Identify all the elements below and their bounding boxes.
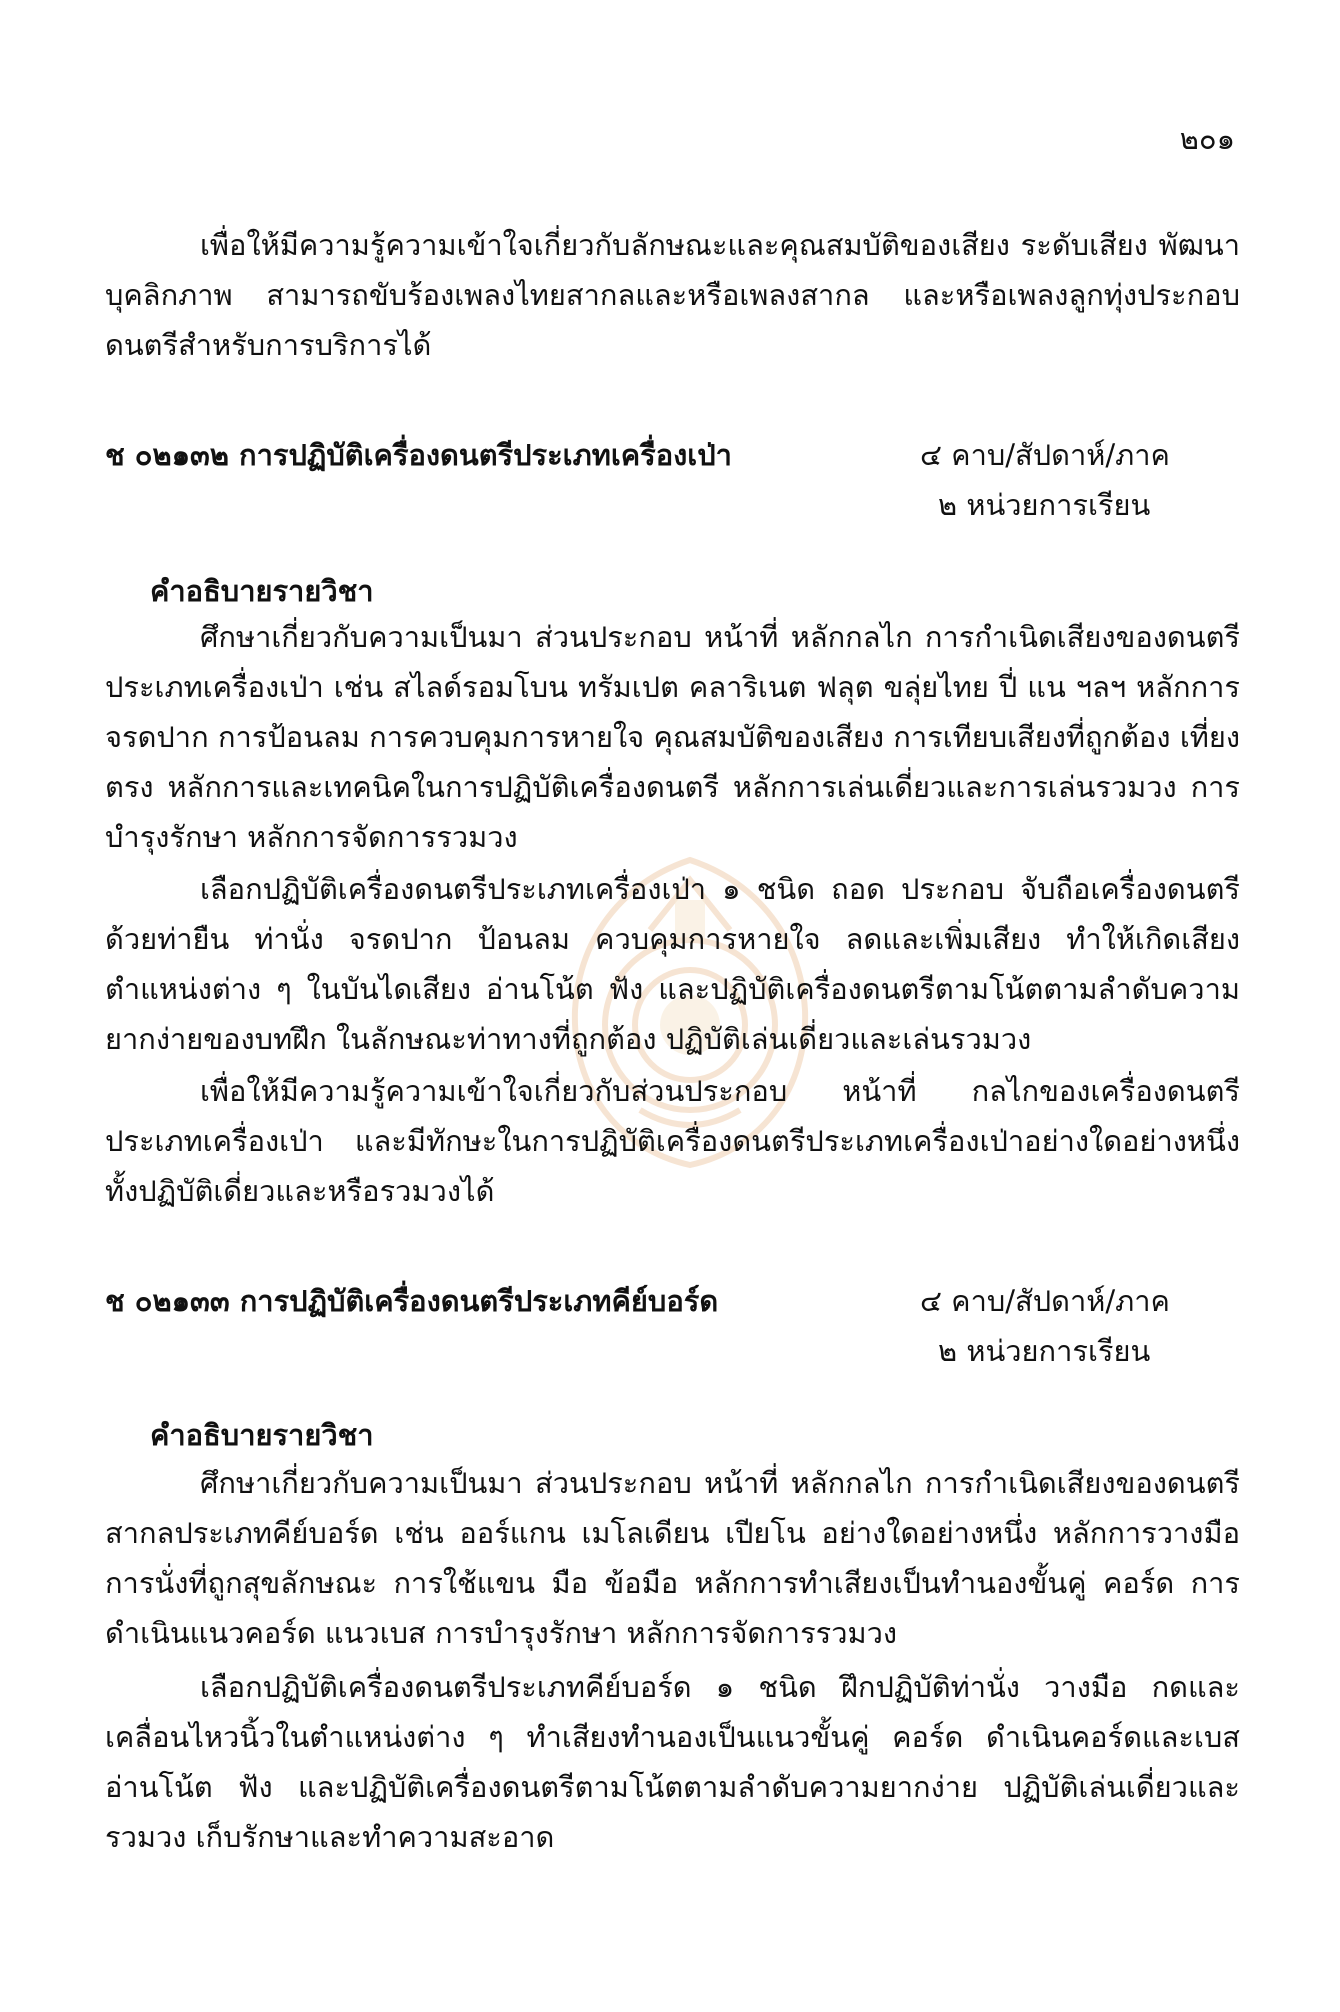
course-code-title: ช ๐๒๑๓๒ การปฏิบัติเครื่องดนตรีประเภทเครื่องเป่า [105,438,732,472]
course-description-paragraph: ศึกษาเกี่ยวกับความเป็นมา ส่วนประกอบ หน้าที่ หลักกลไก การกำเนิดเสียงของดนตรีสากลประเภทคีย์บอร์ด เช่น ออร์แกน เมโลเดียน เปียโน อย่างใดอย่างหนึ่ง หลักการวางมือ การนั่งที่ถูกสุขลักษณะ การใช้แขน มือ ข้อมือ หลักการทำเสียงเป็นทำนองขั้นคู่ คอร์ด การดำเนินแนวคอร์ด แนวเบส การบำรุงรักษา หลักการจัดการรวมวง [105,1466,1240,1650]
course-header [105,432,1240,532]
course-objective-paragraph: เพื่อให้มีความรู้ความเข้าใจเกี่ยวกับส่วนประกอบ หน้าที่ กลไกของเครื่องดนตรีประเภทเครื่องเป่า และมีทักษะในการปฏิบัติเครื่องดนตรีประเภทเครื่องเป่าอย่างใดอย่างหนึ่ง ทั้งปฏิบัติเดี่ยวและหรือรวมวงได้ [105,1074,1240,1208]
description-heading: คำอธิบายรายวิชา [150,1418,374,1452]
course-credits: ๒ หน่วยการเรียน [938,1334,1151,1368]
course-header [105,1278,1240,1378]
intro-paragraph: เพื่อให้มีความรู้ความเข้าใจเกี่ยวกับลักษณะและคุณสมบัติของเสียง ระดับเสียง พัฒนาบุคลิกภาพ สามารถขับร้องเพลงไทยสากลและหรือเพลงสากล และหรือเพลงลูกทุ่งประกอบดนตรีสำหรับการบริการได้ [105,228,1240,362]
course-credits: ๒ หน่วยการเรียน [938,488,1151,522]
description-heading: คำอธิบายรายวิชา [150,574,374,608]
course-description-paragraph: เลือกปฏิบัติเครื่องดนตรีประเภทคีย์บอร์ด ๑ ชนิด ฝึกปฏิบัติท่านั่ง วางมือ กดและเคลื่อนไหวนิ้วในตำแหน่งต่าง ๆ ทำเสียงทำนองเป็นแนวขั้นคู่ คอร์ด ดำเนินคอร์ดและเบส อ่านโน้ต ฟัง และปฏิบัติเครื่องดนตรีตามโน้ตตามลำดับความยากง่าย ปฏิบัติเล่นเดี่ยวและรวมวง เก็บรักษาและทำความสะอาด [105,1670,1240,1854]
course-hours: ๔ คาบ/สัปดาห์/ภาค [920,438,1170,472]
course-code-title: ช ๐๒๑๓๓ การปฏิบัติเครื่องดนตรีประเภทคีย์บอร์ด [105,1284,719,1318]
page-number: ๒๐๑ [1179,122,1235,156]
course-description-paragraph: ศึกษาเกี่ยวกับความเป็นมา ส่วนประกอบ หน้าที่ หลักกลไก การกำเนิดเสียงของดนตรีประเภทเครื่องเป่า เช่น สไลด์รอมโบน ทรัมเปต คลาริเนต ฟลุต ขลุ่ยไทย ปี่ แน ฯลฯ หลักการจรดปาก การป้อนลม การควบคุมการหายใจ คุณสมบัติของเสียง การเทียบเสียงที่ถูกต้อง เที่ยงตรง หลักการและเทคนิคในการปฏิบัติเครื่องดนตรี หลักการเล่นเดี่ยวและการเล่นรวมวง การบำรุงรักษา หลักการจัดการรวมวง [105,620,1240,854]
course-description-paragraph: เลือกปฏิบัติเครื่องดนตรีประเภทเครื่องเป่า ๑ ชนิด ถอด ประกอบ จับถือเครื่องดนตรีด้วยท่ายืน ท่านั่ง จรดปาก ป้อนลม ควบคุมการหายใจ ลดและเพิ่มเสียง ทำให้เกิดเสียงตำแหน่งต่าง ๆ ในบันไดเสียง อ่านโน้ต ฟัง และปฏิบัติเครื่องดนตรีตามโน้ตตามลำดับความยากง่ายของบทฝึก ในลักษณะท่าทางที่ถูกต้อง ปฏิบัติเล่นเดี่ยวและเล่นรวมวง [105,872,1240,1056]
course-hours: ๔ คาบ/สัปดาห์/ภาค [920,1284,1170,1318]
